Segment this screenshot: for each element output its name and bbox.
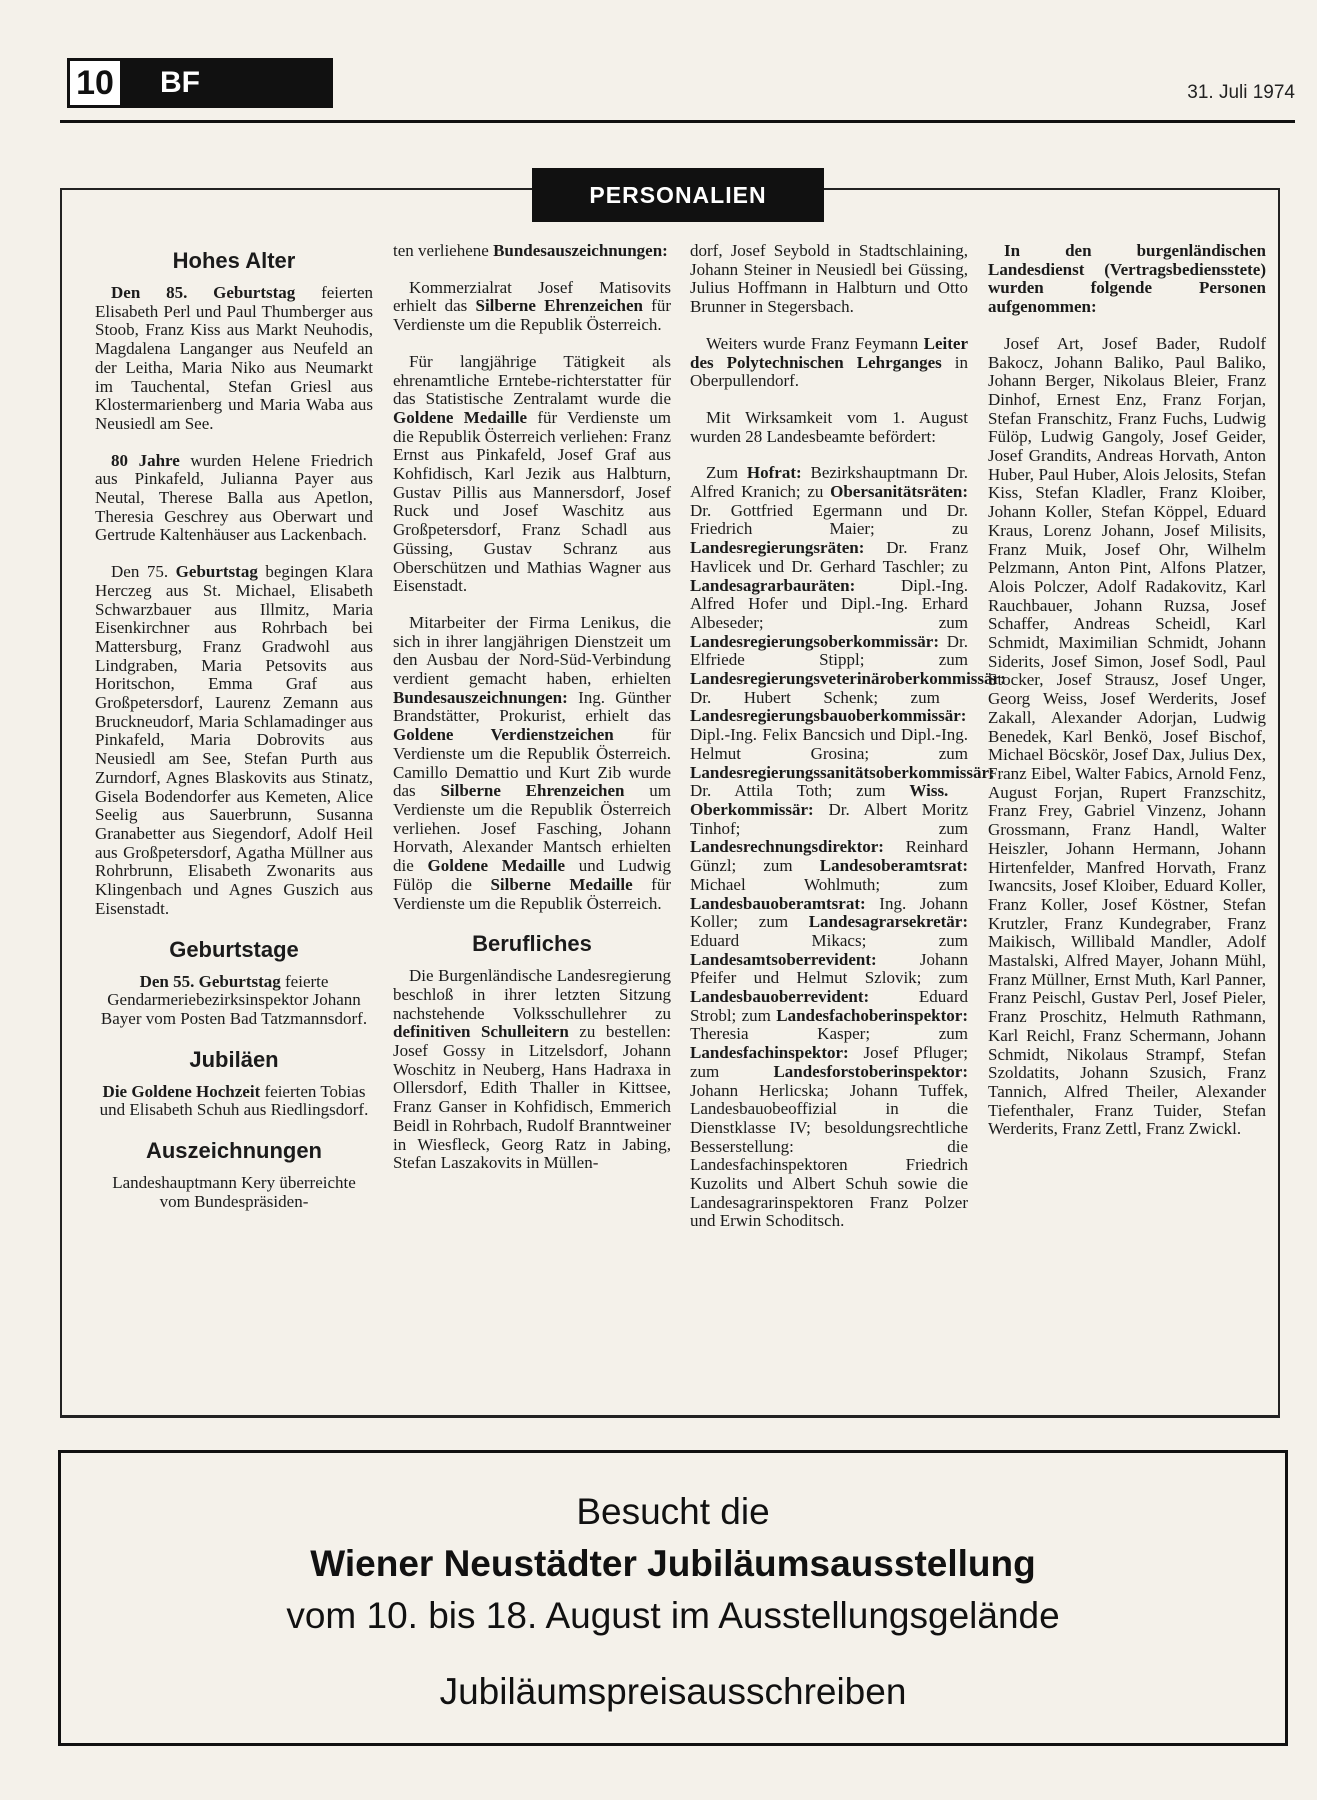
- text: Dr. Hubert Schenk; zum: [690, 687, 940, 707]
- bold-text: Landesforstoberinspektor:: [773, 1061, 968, 1081]
- bold-text: Landesfachinspektor:: [690, 1043, 849, 1063]
- text: feierten Tobias und Elisabeth Schuh aus Riedlingsdorf.: [99, 1081, 369, 1120]
- bold-text: Den 55. Geburtstag: [139, 971, 281, 991]
- bold-text: Hofrat:: [746, 463, 802, 483]
- text: zu bestellen: Josef Gossy in Litzelsdorf, Johann Woschitz in Neuberg, Hans Hadraxa in Ollersdorf, Edith Thaller in Kittsee, Franz Ganser in Kohfidisch, Emmerich Beidl in Rohrbach, Rudolf Branntweiner in Wiesfleck, Georg Ratz in Jabing, Stefan Laszakovits in Müllen-: [393, 1022, 671, 1173]
- ad-line-3: vom 10. bis 18. August im Ausstellungsgelände: [286, 1595, 1060, 1636]
- paragraph: [690, 335, 968, 391]
- text: für Verdienste um die Republik Österreich.: [393, 296, 672, 335]
- text: wurden Helene Friedrich aus Pinkafeld, Julianna Payer aus Neutal, Therese Balla aus Apetlon, Theresia Geschrey aus Oberwart und Gertrude Kaltenhäuser aus Lackenbach.: [95, 450, 373, 545]
- bold-text: Goldene Medaille: [393, 407, 528, 427]
- text: Eduard Mikacs; zum: [690, 930, 968, 950]
- bold-text: Landesregierungsoberkommissär:: [690, 631, 940, 651]
- bold-text: Goldene Medaille: [427, 856, 566, 876]
- paragraph: Landeshauptmann Kery überreichte vom Bundespräsiden-: [112, 1173, 356, 1211]
- text: Bezirkshauptmann Dr. Alfred Kranich; zu: [690, 463, 969, 502]
- text: Dr. Elfriede Stippl; zum: [690, 631, 968, 670]
- issue-date: 31. Juli 1974: [1187, 82, 1295, 103]
- section-banner: PERSONALIEN: [532, 168, 824, 222]
- header-rule: [60, 120, 1295, 123]
- text: Ing. Johann Koller; zum: [690, 893, 968, 932]
- paragraph: [393, 967, 671, 1173]
- text: Dipl.-Ing. Felix Bancsich und Dipl.-Ing. Helmut Grosina; zum: [690, 725, 968, 763]
- bold-text: Landesregierungssanitätsoberkommissär:: [690, 762, 995, 782]
- text: für Verdienste um die Republik Österreich.: [393, 874, 671, 913]
- paragraph: [95, 452, 373, 546]
- paragraph: dorf, Josef Seybold in Stadtschlaining, Johann Steiner in Neusiedl bei Güssing, Julius Hoffmann in Halbturn und Otto Brunner in Stegersbach.: [690, 241, 968, 317]
- text: ten verliehene: [393, 241, 494, 260]
- heading-auszeichnungen: Auszeichnungen: [145, 1138, 322, 1164]
- paragraph: [690, 463, 1006, 1231]
- text: Zum: [706, 463, 747, 483]
- paragraph: [95, 1083, 373, 1120]
- column-3: [690, 241, 1006, 1249]
- column-2: [393, 242, 671, 1191]
- bold-text: Den 85. Geburtstag: [111, 283, 296, 302]
- bold-text: Landesagrarbauräten:: [690, 575, 856, 595]
- bold-text: Bundesauszeichnungen:: [393, 687, 568, 707]
- text: Dr. Gottfried Egermann und Dr. Friedrich Maier; zu: [690, 500, 968, 539]
- bold-text: Wiss. Oberkommissär:: [690, 781, 949, 819]
- text: Für langjährige Tätigkeit als ehrenamtliche Erntebe-richterstatter für das Statistische Zentralamt wurde die: [393, 351, 671, 409]
- bold-text: Landesrechnungsdirektor:: [690, 837, 884, 857]
- bold-text: Landesregierungsbauoberkommissär:: [690, 706, 967, 726]
- heading-geburtstage: Geburtstage: [169, 936, 299, 962]
- text: für Verdienste um die Republik Österreich verliehen: Franz Ernst aus Pinkafeld, Josef Graf aus Kohfidisch, Karl Jezik aus Halbturn, Gustav Pillis aus Mannersdorf, Josef Ruck und Josef Waschitz aus Großpetersdorf, Franz Schadl aus Güssing, Gustav Schranz aus Oberschützen und Mathias Wagner aus Eisenstadt.: [393, 407, 671, 596]
- bold-text: Landesagrarsekretär:: [808, 912, 968, 932]
- page-header: [60, 56, 1295, 106]
- bold-text: Silberne Medaille: [490, 874, 633, 894]
- column-4: [988, 242, 1266, 1157]
- bold-text: Landesamtsoberrevident:: [690, 949, 877, 969]
- bold-text: Silberne Ehrenzeichen: [440, 781, 625, 801]
- text: Reinhard Günzl; zum: [690, 837, 968, 876]
- text: Eduard Strobl; zum: [690, 987, 968, 1025]
- text: Weiters wurde Franz Feymann: [706, 333, 924, 353]
- text: begingen Klara Herczeg aus St. Michael, Elisabeth Schwarzbauer aus Illmitz, Maria Eisenkirchner aus Rohrbach bei Mattersburg, Franz Gradwohl aus Lindgraben, Maria Petsovits aus Horitschon, Emma Graf aus Großpetersdorf, Laurenz Zemann aus Bruckneudorf, Maria Schlamadinger aus Pinkafeld, Maria Dobrovits aus Neusiedl am See, Stefan Purth aus Zurndorf, Agnes Blaskovits aus Stinatz, Gisela Bodendorfer aus Kemeten, Alice Seelig aus Sauerbrunn, Susanna Granabetter aus Siegendorf, Adolf Heil aus Großpetersdorf, Agatha Müllner aus Rohrbrunn, Elisabeth Zwonarits aus Klingenbach und Agnes Guszich aus Eisenstadt.: [95, 562, 373, 918]
- advertisement-box: [58, 1450, 1288, 1746]
- text: feierten Elisabeth Perl und Paul Thumberger aus Stoob, Franz Kiss aus Markt Neuhodis, Magdalena Langanger aus Neufeld an der Leitha, Maria Niko aus Neumarkt im Tauchental, Stefan Griesl aus Klostermarienberg und Maria Waba aus Neusiedl am See.: [95, 283, 373, 433]
- bold-text: definitiven Schulleitern: [393, 1022, 569, 1042]
- bold-text: Goldene Verdienstzeichen: [393, 725, 614, 745]
- paragraph: [393, 279, 671, 335]
- text: Mitarbeiter der Firma Lenikus, die sich in ihrer langjährigen Dienstzeit um den Ausbau der Nord-Süd-Verbindung verdient gemacht haben, erhielten: [393, 612, 671, 689]
- text: Kommerzialrat Josef Matisovits erhielt das: [393, 277, 671, 316]
- paragraph: [95, 284, 373, 434]
- section-label: BF: [120, 61, 330, 105]
- bold-text: Obersanitätsräten:: [830, 482, 968, 502]
- text: Die Burgenländische Landesregierung beschloß in ihrer letzten Sitzung nachstehende Volksschullehrer zu: [393, 966, 671, 1023]
- bold-text: Landesregierungsveterinäroberkommissär:: [690, 669, 1006, 689]
- paragraph: [95, 973, 373, 1029]
- text: Dr. Attila Toth; zum: [690, 781, 910, 801]
- bold-text: In den burgenländischen Landesdienst (Vertragsbediensstete) wurden folgende Personen aufgenommen:: [988, 241, 1266, 317]
- paragraph: [393, 614, 671, 913]
- column-1: [95, 242, 373, 1229]
- text: um Verdienste um die Republik Österreich verliehen. Josef Fasching, Johann Horvath, Alexander Mantsch erhielten die: [393, 781, 671, 876]
- bold-text: Landesfachoberinspektor:: [776, 1005, 968, 1025]
- ad-line-4: Jubiläumspreisausschreiben: [439, 1671, 907, 1712]
- bold-text: Silberne Ehrenzeichen: [475, 296, 643, 316]
- ad-line-2: Wiener Neustädter Jubiläumsausstellung: [310, 1543, 1036, 1584]
- text: Dipl.-Ing. Alfred Hofer und Dipl.-Ing. Erhard Albeseder; zum: [690, 575, 968, 632]
- text: Den 75.: [111, 562, 176, 582]
- text: feierte Gendarmeriebezirksinspektor Johann Bayer vom Posten Bad Tatzmannsdorf.: [100, 971, 368, 1028]
- heading-jubilaeen: Jubiläen: [189, 1046, 279, 1072]
- bold-text: Landesbauoberamtsrat:: [690, 893, 866, 913]
- bold-text: Die Goldene Hochzeit: [102, 1081, 261, 1101]
- text: Theresia Kasper; zum: [690, 1024, 968, 1044]
- bold-text: Geburtstag: [175, 562, 258, 582]
- text: für Verdienste um die Republik Österreich. Camillo Demattio und Kurt Zib wurde das: [393, 725, 672, 801]
- paragraph: Mit Wirksamkeit vom 1. August wurden 28 Landesbeamte befördert:: [690, 407, 968, 446]
- page-number: 10: [70, 61, 120, 105]
- paragraph: [988, 242, 1266, 317]
- ad-line-1: Besucht die: [576, 1491, 770, 1532]
- paragraph: Josef Art, Josef Bader, Rudolf Bakocz, Johann Baliko, Paul Baliko, Johann Berger, Nikolaus Bleier, Franz Dinhof, Ernest Enz, Franz Forjan, Stefan Franschitz, Franz Fuchs, Ludwig Fülöp, Ludwig Gangoly, Josef Geider, Josef Grandits, Andreas Horvath, Anton Huber, Paul Huber, Alois Jelosits, Stefan Kiss, Stefan Kladler, Franz Kloiber, Johann Koller, Stefan Köppel, Eduard Kraus, Lorenz Johann, Josef Milisits, Franz Muik, Josef Ohr, Wilhelm Pelzmann, Anton Pint, Alfons Platzer, Alois Polczer, Adolf Radakovitz, Karl Rauchbauer, Johann Ruzsa, Josef Schaffer, Andreas Scheidl, Karl Schmidt, Maximilian Schmidt, Johann Siderits, Josef Simon, Josef Sodl, Paul Stocker, Josef Strausz, Josef Unger, Georg Weiss, Josef Werderits, Josef Zakall, Alexander Adorjan, Ludwig Benedek, Karl Benkö, Josef Bischof, Michael Böcskör, Josef Dax, Julius Dex, Franz Eibel, Walter Fabics, Arnold Fenz, August Forjan, Rupert Franzschitz, Franz Frey, Gabriel Vinzenz, Johann Grossmann, Franz Handl, Walter Heiszler, Johann Hermann, Johann Hirtenfelder, Manfred Horvath, Franz Iwancsits, Josef Kloiber, Eduard Koller, Franz Koller, Josef Köstner, Stefan Krutzler, Franz Kundegraber, Franz Maikisch, Willibald Mandler, Adolf Mastalski, Alfred Mayer, Johann Mühl, Franz Müllner, Ernst Muth, Karl Panner, Franz Peischl, Gustav Perl, Josef Pieler, Franz Proschitz, Helmuth Rathmann, Karl Reichl, Franz Schermann, Johann Schmidt, Nikolaus Strampf, Stefan Szoldatits, Johann Szusich, Franz Tannich, Alfred Theiler, Alexander Tiefenthaler, Franz Tuider, Stefan Werderits, Franz Zettl, Franz Zwickl.: [988, 333, 1266, 1139]
- text: Dr. Albert Moritz Tinhof; zum: [690, 799, 968, 838]
- text: Dr. Franz Havlicek und Dr. Gerhard Taschler; zu: [690, 538, 968, 576]
- page-tag: [67, 58, 333, 108]
- paragraph: [393, 353, 671, 596]
- text: und Ludwig Fülöp die: [393, 856, 671, 894]
- text: in Oberpullendorf.: [690, 352, 968, 391]
- paragraph: [95, 563, 373, 918]
- text: Michael Wohlmuth; zum: [690, 874, 968, 894]
- text: Johann Herlicska; Johann Tuffek, Landesbauobeoffizial in die Dienstklasse IV; besoldungsrechtliche Besserstellung: die Landesfachinspektoren Friedrich Kuzolits und Albert Schuh sowie die Landesagrarinspektoren Franz Polzer und Erwin Schoditsch.: [690, 1080, 968, 1231]
- heading-hohes-alter: Hohes Alter: [172, 248, 296, 273]
- bold-text: Landesregierungsräten:: [690, 538, 865, 558]
- heading-berufliches: Berufliches: [472, 931, 592, 957]
- bold-text: Landesbauoberrevident:: [690, 987, 870, 1007]
- paragraph: [393, 242, 671, 261]
- text: Josef Pfluger; zum: [690, 1043, 968, 1081]
- text: Ing. Günther Brandstätter, Prokurist, erhielt das: [393, 687, 671, 726]
- bold-text: 80 Jahre: [111, 450, 180, 470]
- bold-text: Leiter des Polytechnischen Lehrganges: [690, 333, 968, 372]
- bold-text: Bundesauszeichnungen:: [493, 241, 668, 260]
- text: Johann Pfeifer und Helmut Szlovik; zum: [690, 949, 968, 988]
- bold-text: Landesoberamtsrat:: [819, 856, 968, 876]
